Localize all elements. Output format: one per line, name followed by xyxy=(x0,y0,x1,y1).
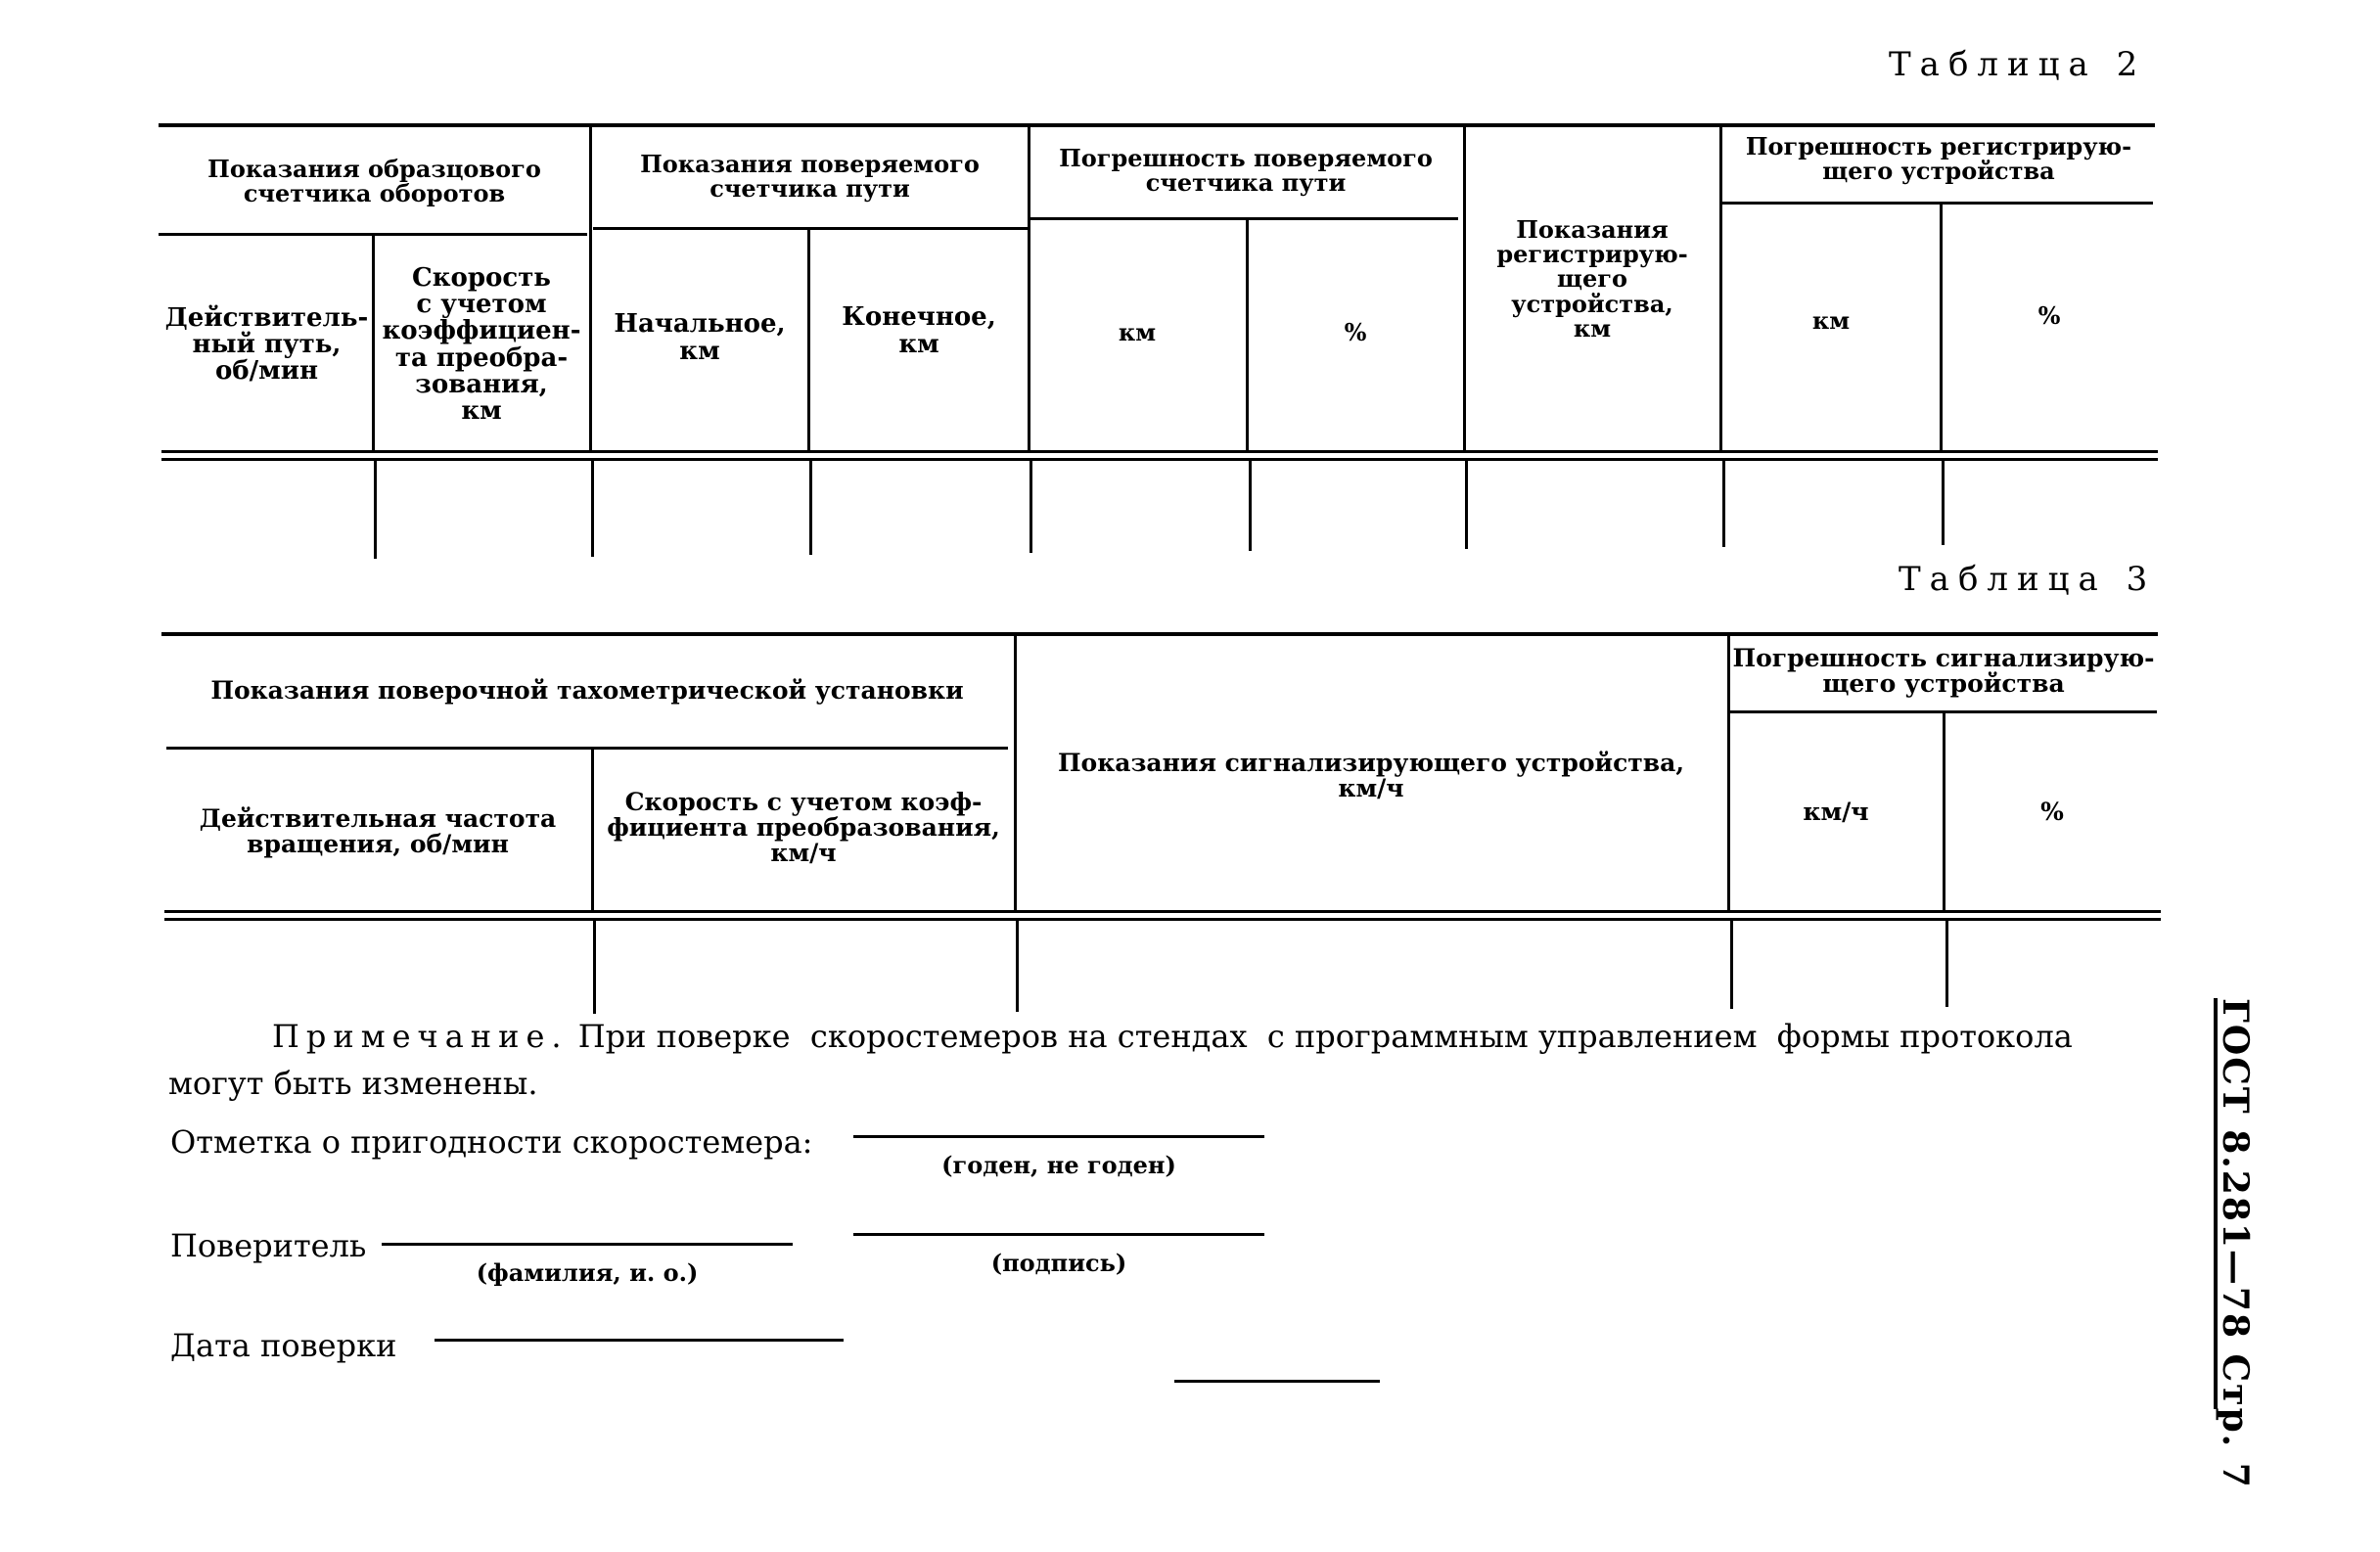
table2-col-initial: Начальное, км xyxy=(614,309,786,366)
table2-header-rule-a xyxy=(161,450,2158,453)
table2-caption: Таблица 2 xyxy=(1889,45,2147,84)
table2-header-reference-counter: Показания образцового счетчика оборотов xyxy=(207,154,541,207)
suitability-line xyxy=(853,1135,1264,1138)
table2-header-checked-error: Погрешность поверяемого счетчика пути xyxy=(1059,143,1433,197)
table3-header-rule-a xyxy=(164,910,2161,913)
table3-header-signal-error: Погрешность сигнализирую- щего устройства xyxy=(1732,643,2155,698)
table2-header-checked-counter: Показания поверяемого счетчика пути xyxy=(640,149,980,203)
table2-col-rec-pct: % xyxy=(2037,300,2061,330)
table2-header-rule-b xyxy=(161,458,2158,461)
verifier-name-line xyxy=(382,1243,793,1246)
table2-body-divider xyxy=(591,461,594,557)
note-line-1 xyxy=(272,1018,2161,1055)
table3-body-divider xyxy=(1016,921,1019,1012)
table2-col-err-km: км xyxy=(1118,318,1157,347)
table2-body-divider xyxy=(1942,461,1945,545)
table2-col-actual-path: Действитель- ный путь, об/мин xyxy=(164,302,369,387)
table2-body-divider xyxy=(374,461,377,559)
note-label: Примечание. xyxy=(272,1018,569,1055)
table2-col-err-pct: % xyxy=(1344,318,1367,347)
table2-col-speed-coeff: Скорость с учетом коэффициен- та преобра- зования, км xyxy=(382,262,581,427)
table3-col-speed-coeff: Скорость с учетом коэф- фициента преобразования, км/ч xyxy=(607,787,1000,868)
table3-header-tacho-setup: Показания поверочной тахометрической установки xyxy=(210,675,964,705)
table3-col-divider xyxy=(1943,710,1945,910)
table2-col-divider xyxy=(807,227,810,450)
table2-body-divider xyxy=(1249,461,1252,551)
table3-col-err-kmh: км/ч xyxy=(1803,797,1869,826)
table2-group-rule-3 xyxy=(1030,217,1458,220)
signature-caption: (подпись) xyxy=(990,1249,1127,1277)
table2-body-divider xyxy=(1465,461,1468,549)
page-side-label: ГОСТ 8.281—78 Стр. 7 xyxy=(2215,998,2256,1489)
table2-col-divider xyxy=(372,233,375,450)
table3-caption: Таблица 3 xyxy=(1899,560,2157,599)
table2-group-rule-4 xyxy=(1722,202,2153,205)
table2-col-final: Конечное, км xyxy=(842,302,996,359)
table2-body-divider xyxy=(809,461,812,555)
table2-body-divider xyxy=(1030,461,1032,553)
table3-col-actual-freq: Действительная частота вращения, об/мин xyxy=(199,803,557,858)
table2-body-divider xyxy=(1722,461,1725,547)
table2-group-rule-2 xyxy=(593,227,1028,230)
date-label: Дата поверки xyxy=(170,1327,397,1364)
table2-col-divider xyxy=(1246,217,1249,450)
table3-body-divider xyxy=(1945,921,1948,1007)
table3-col-divider xyxy=(1014,632,1017,910)
note-text-line-2: могут быть изменены. xyxy=(168,1065,538,1102)
table3-col-divider xyxy=(591,747,594,910)
bottom-short-rule xyxy=(1174,1380,1380,1383)
table2-header-recorder-readings: Показания регистрирую- щего устройства, км xyxy=(1496,215,1688,342)
table3-header-rule-b xyxy=(164,918,2161,921)
table3-header-signal-readings: Показания сигнализирующего устройства, км/ч xyxy=(1057,748,1685,802)
note-text-line-1: При поверке скоростемеров на стендах с программным управлением формы протокола xyxy=(577,1018,2073,1055)
date-line xyxy=(435,1339,844,1342)
table3-body-divider xyxy=(593,921,596,1014)
table3-body-divider xyxy=(1730,921,1733,1009)
verifier-label: Поверитель xyxy=(170,1227,367,1264)
suitability-caption: (годен, не годен) xyxy=(941,1151,1176,1179)
suitability-label: Отметка о пригодности скоростемера: xyxy=(170,1123,813,1161)
table2-col-divider xyxy=(1940,202,1943,450)
table2-col-rec-km: км xyxy=(1811,305,1851,335)
name-caption: (фамилия, и. о.) xyxy=(476,1258,699,1287)
table3-col-err-pct: % xyxy=(2040,797,2064,826)
table2-header-recorder-error: Погрешность регистрирую- щего устройства xyxy=(1745,131,2132,185)
signature-line xyxy=(853,1233,1264,1236)
